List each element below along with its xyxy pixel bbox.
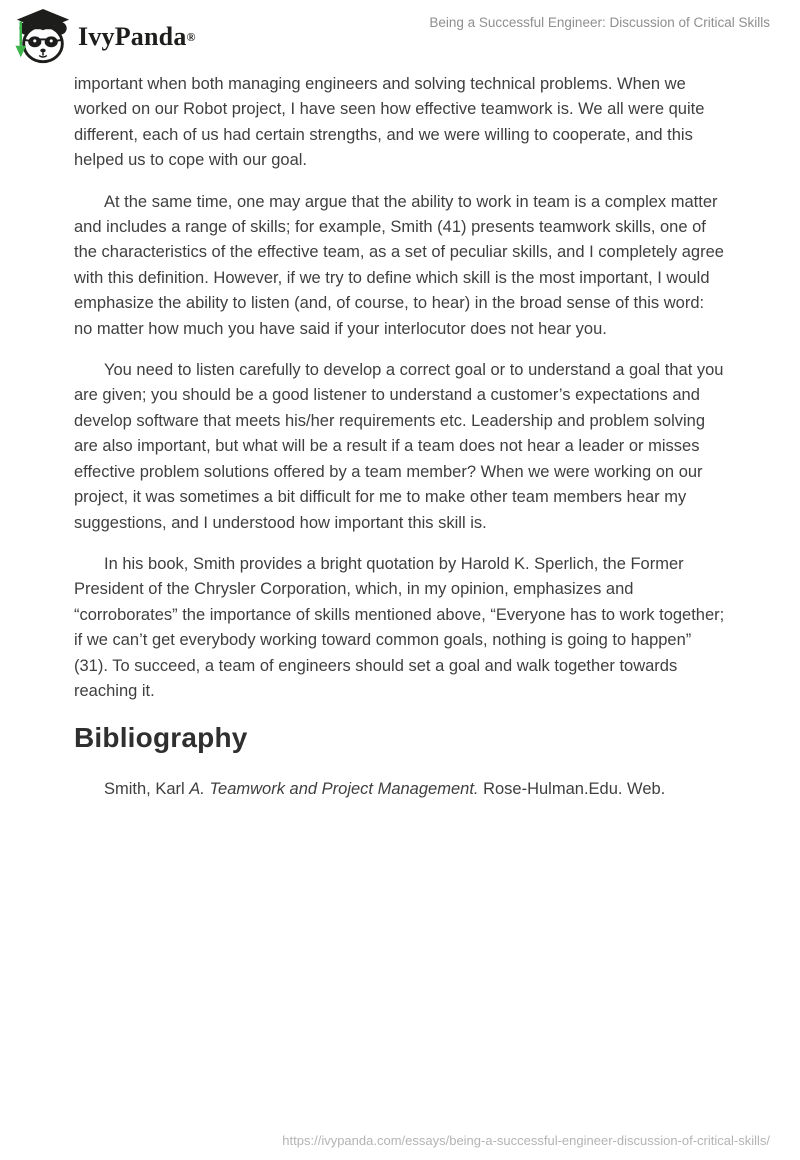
citation-title: A. Teamwork and Project Management. [189,780,479,799]
essay-body [0,70,800,803]
citation-authors: Smith, Karl [104,780,190,799]
bibliography-heading: Bibliography [74,722,248,754]
citation-source: Rose-Hulman.Edu. Web. [478,780,666,799]
bibliography-entry [74,777,726,802]
logo-wordmark: IvyPanda [78,22,187,51]
document-running-title: Being a Successful Engineer: Discussion of Critical Skills [429,15,770,30]
page-footer [282,1133,770,1148]
essay-paragraph: At the same time, one may argue that the ability to work in team is a complex matter and includes a range of skills; for example, Smith (41) presents teamwork skills, one of the characteristics of the effective team, as a set of peculiar skills, and I completely agree with this definition. However, if we try to define which skill is the most important, I would emphasize the ability to listen (and, of course, to hear) in the broad sense of this word: no matter how much you have said if your interlocutor does not hear you. [74,192,724,338]
panda-graduate-icon [14,8,72,66]
source-url: https://ivypanda.com/essays/being-a-successful-engineer-discussion-of-critical-skills/ [282,1133,770,1148]
essay-paragraph: important when both managing engineers and solving technical problems. When we worked on our Robot project, I have seen how effective teamwork is. We all were quite different, each of us had certain strengths, and we were willing to cooperate, and this helped us to cope with our goal. [74,75,705,170]
page-header [0,0,800,70]
ivypanda-logo [14,8,196,66]
essay-paragraph: You need to listen carefully to develop a correct goal or to understand a goal that you are given; you should be a good listener to understand a customer’s expectations and develop software that meets his/her requirements etc. Leadership and problem solving are also important, but what will be a result if a team does not hear a leader or misses effective problem solutions offered by a team member? When we were working on our project, it was sometimes a bit difficult for me to make other team members hear my suggestions, and I understood how important this skill is. [74,361,724,532]
registered-mark: ® [186,30,196,44]
essay-paragraph: In his book, Smith provides a bright quotation by Harold K. Sperlich, the Former President of the Chrysler Corporation, which, in my opinion, emphasizes and “corroborates” the importance of skills mentioned above, “Everyone has to work together; if we can’t get everybody working toward common goals, nothing is going to happen” (31). To succeed, a team of engineers should set a goal and walk together towards reaching it. [74,554,725,700]
